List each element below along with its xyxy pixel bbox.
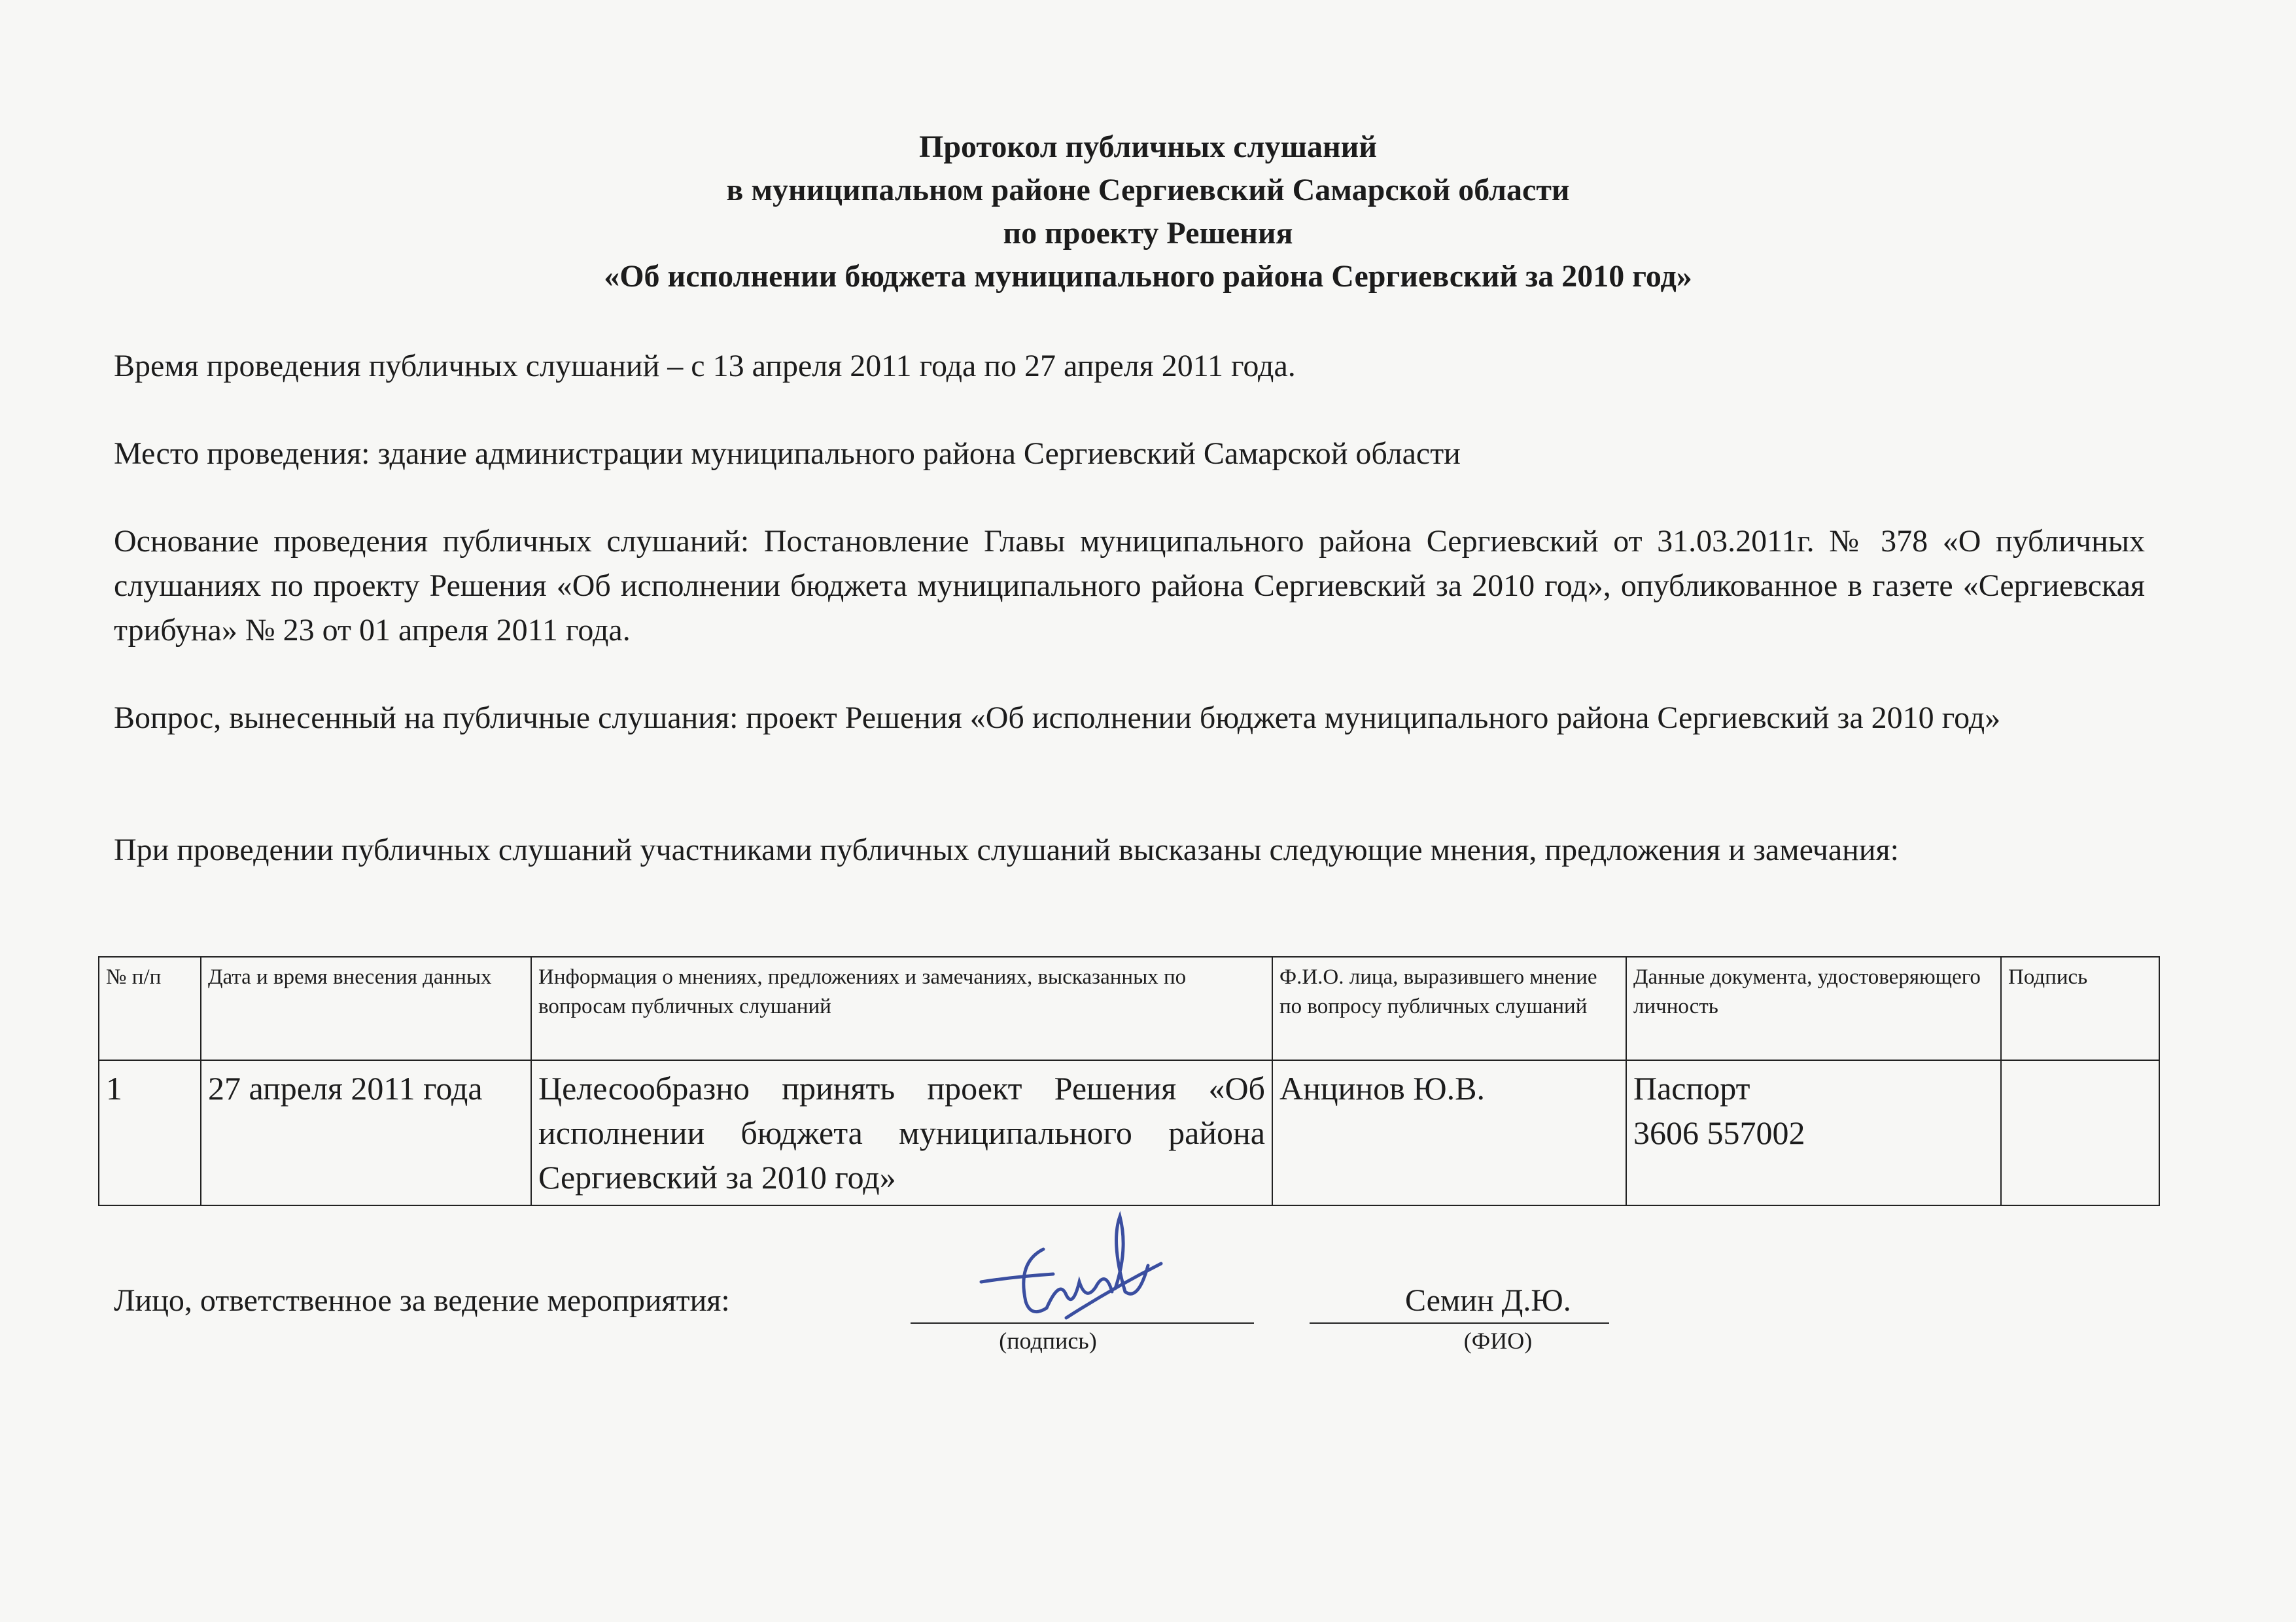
hearing-time: Время проведения публичных слушаний – с 13 апреля 2011 года по 27 апреля 2011 года.: [114, 349, 1296, 383]
row-num: 1: [99, 1060, 201, 1205]
opinions-intro: При проведении публичных слушаний участниками публичных слушаний высказаны следующие мнения, предложения и замечания:: [114, 833, 1899, 867]
table-header-row: [99, 957, 2159, 1060]
handwritten-signature: [968, 1203, 1164, 1334]
row-info: Целесообразно принять проект Решения «Об исполнении бюджета муниципального района Сергиевский за 2010 год»: [531, 1060, 1272, 1205]
header-doc: Данные документа, удостоверяющего личность: [1626, 957, 2001, 1060]
row-sign: [2001, 1060, 2159, 1205]
hearing-basis: Основание проведения публичных слушаний: Постановление Главы муниципального района Сергиевский от 31.03.2011г. № 378 «О публичных слушаниях по проекту Решения «Об исполнении бюджета муниципального района Сергиевский за 2010 год», опубликованное в газете «Сергиевская трибуна» № 23 от 01 апреля 2011 года.: [114, 524, 2145, 647]
header-num: № п/п: [99, 957, 201, 1060]
row-date: 27 апреля 2011 года: [201, 1060, 531, 1205]
hearing-question: Вопрос, вынесенный на публичные слушания: проект Решения «Об исполнении бюджета муниципального района Сергиевский за 2010 год»: [114, 700, 2001, 735]
header-fio: Ф.И.О. лица, выразившего мнение по вопросу публичных слушаний: [1272, 957, 1626, 1060]
signature-caption: (подпись): [999, 1328, 1097, 1354]
row-doc-type: Паспорт: [1633, 1070, 1750, 1107]
header-sign: Подпись: [2001, 957, 2159, 1060]
responsible-label: Лицо, ответственное за ведение мероприятия:: [114, 1283, 730, 1318]
hearing-place: Место проведения: здание администрации муниципального района Сергиевский Самарской области: [114, 436, 1461, 471]
table-row: [99, 1060, 2159, 1205]
row-doc: [1626, 1060, 2001, 1205]
row-fio: Анцинов Ю.В.: [1272, 1060, 1626, 1205]
responsible-name: Семин Д.Ю.: [1405, 1283, 1571, 1318]
title-line-2: в муниципальном районе Сергиевский Самарской области: [726, 173, 1570, 207]
header-date: Дата и время внесения данных: [201, 957, 531, 1060]
fio-caption: (ФИО): [1463, 1328, 1533, 1354]
title-line-4: «Об исполнении бюджета муниципального района Сергиевский за 2010 год»: [604, 259, 1692, 294]
title-line-3: по проекту Решения: [1003, 216, 1293, 250]
header-info: Информация о мнениях, предложениях и замечаниях, высказанных по вопросам публичных слушаний: [531, 957, 1272, 1060]
title-line-1: Протокол публичных слушаний: [918, 129, 1377, 164]
document-title: [0, 126, 2296, 298]
row-doc-number: 3606 557002: [1633, 1114, 1805, 1151]
opinions-table: [98, 956, 2160, 1206]
